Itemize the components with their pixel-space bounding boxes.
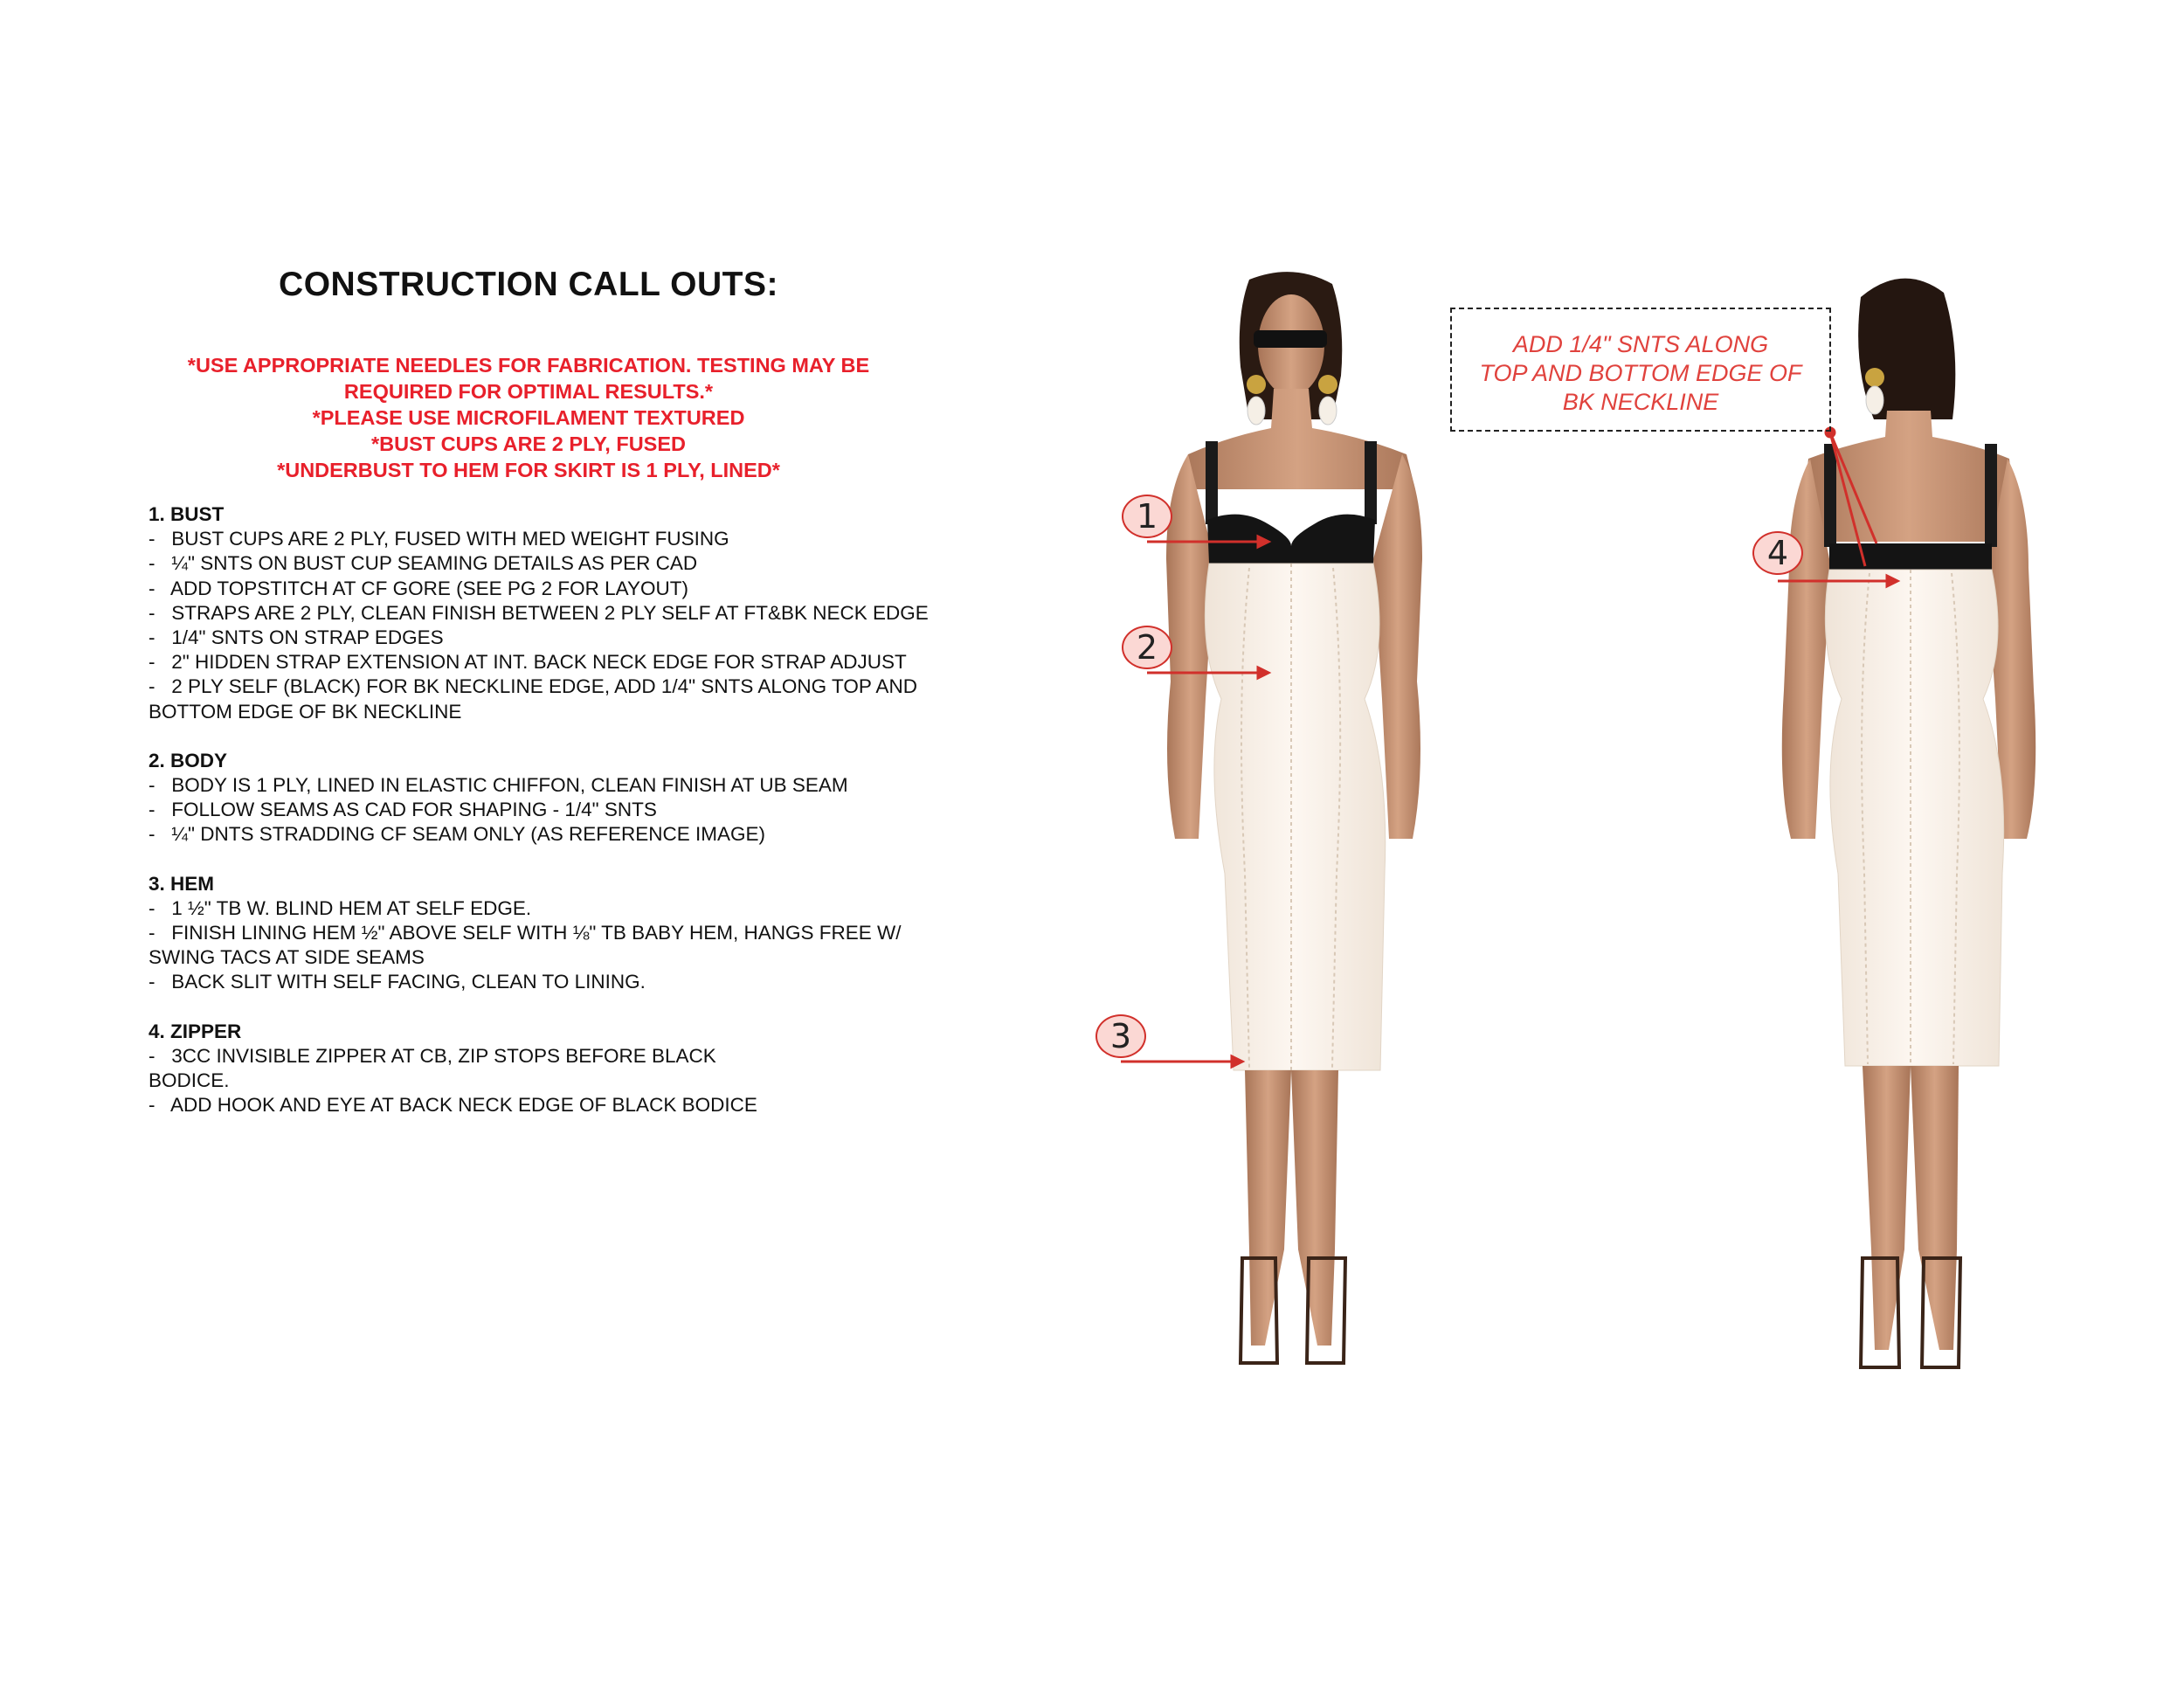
strap-shape [1824,444,1836,547]
note-line: *PLEASE USE MICROFILAMENT TEXTURED [312,406,745,429]
section-title: 1. BUST [149,503,225,525]
spec-line: - BACK SLIT WITH SELF FACING, CLEAN TO LINING. [149,971,646,993]
spec-line: - 2" HIDDEN STRAP EXTENSION AT INT. BACK NECK EDGE FOR STRAP ADJUST [149,651,907,674]
section-title: 2. BODY [149,749,228,771]
spec-line: BODICE. [149,1069,230,1092]
right-leg-shape [1911,1066,1959,1350]
spec-line: - ¼" SNTS ON BUST CUP SEAMING DETAILS AS PER CAD [149,552,698,575]
front-figure [1166,272,1422,1363]
left-leg-shape [1863,1066,1911,1350]
section-title: 4. ZIPPER [149,1020,242,1042]
spec-line: - ADD TOPSTITCH AT CF GORE (SEE PG 2 FOR LAYOUT) [149,577,689,599]
spec-line: - 1 ½" TB W. BLIND HEM AT SELF EDGE. [149,896,532,919]
neckline-callout [1450,308,1831,432]
strap-shape [1985,444,1997,547]
earring-icon [1247,375,1266,394]
note-line: *BUST CUPS ARE 2 PLY, FUSED [371,432,686,455]
page-title: CONSTRUCTION CALL OUTS: [279,266,778,303]
dress-body-shape [1205,564,1385,1070]
spec-line: - BUST CUPS ARE 2 PLY, FUSED WITH MED WEIGHT FUSING [149,528,729,550]
note-line: REQUIRED FOR OPTIMAL RESULTS.* [343,380,714,403]
note-line: *USE APPROPRIATE NEEDLES FOR FABRICATION. TESTING MAY BE [187,354,870,377]
spec-line: - 3CC INVISIBLE ZIPPER AT CB, ZIP STOPS BEFORE BLACK [149,1044,716,1067]
callout-line: BK NECKLINE [1562,389,1719,415]
left-leg-shape [1245,1070,1291,1346]
sunglasses-shape [1254,330,1327,348]
spec-line: - FINISH LINING HEM ½" ABOVE SELF WITH ⅛" TB BABY HEM, HANGS FREE W/ [149,922,902,944]
spec-line: - 1/4" SNTS ON STRAP EDGES [149,626,444,649]
spec-line: - 2 PLY SELF (BLACK) FOR BK NECKLINE EDGE, ADD 1/4" SNTS ALONG TOP AND [149,675,917,698]
callout-line: TOP AND BOTTOM EDGE OF [1479,360,1802,386]
section-title: 3. HEM [149,872,215,895]
spec-line: - ADD HOOK AND EYE AT BACK NECK EDGE OF BLACK BODICE [149,1094,757,1117]
note-line: *UNDERBUST TO HEM FOR SKIRT IS 1 PLY, LINED* [277,459,780,481]
earring-icon [1318,375,1337,394]
earring-icon [1319,397,1337,425]
strap-shape [1206,441,1218,524]
earring-icon [1866,386,1883,414]
spec-line: - ¼" DNTS STRADDING CF SEAM ONLY (AS REFERENCE IMAGE) [149,823,765,846]
strap-shape [1365,441,1377,524]
back-figure [1782,279,2035,1367]
bust-cups-shape [1207,515,1375,564]
marker-3: 3 [1095,1014,1146,1058]
marker-4: 4 [1752,531,1803,575]
back-neckline-band [1829,543,1992,570]
earring-icon [1865,368,1884,387]
spec-line: - FOLLOW SEAMS AS CAD FOR SHAPING - 1/4" SNTS [149,799,657,821]
spec-line: SWING TACS AT SIDE SEAMS [149,946,425,969]
callout-line: ADD 1/4" SNTS ALONG [1512,331,1769,357]
earring-icon [1248,397,1265,425]
spec-line: - BODY IS 1 PLY, LINED IN ELASTIC CHIFFON, CLEAN FINISH AT UB SEAM [149,774,848,797]
marker-1: 1 [1122,495,1172,538]
dress-body-shape [1825,570,2003,1066]
spec-line: BOTTOM EDGE OF BK NECKLINE [149,700,462,723]
marker-2: 2 [1122,626,1172,669]
spec-line: - STRAPS ARE 2 PLY, CLEAN FINISH BETWEEN 2 PLY SELF AT FT&BK NECK EDGE [149,601,929,624]
right-leg-shape [1291,1070,1338,1346]
